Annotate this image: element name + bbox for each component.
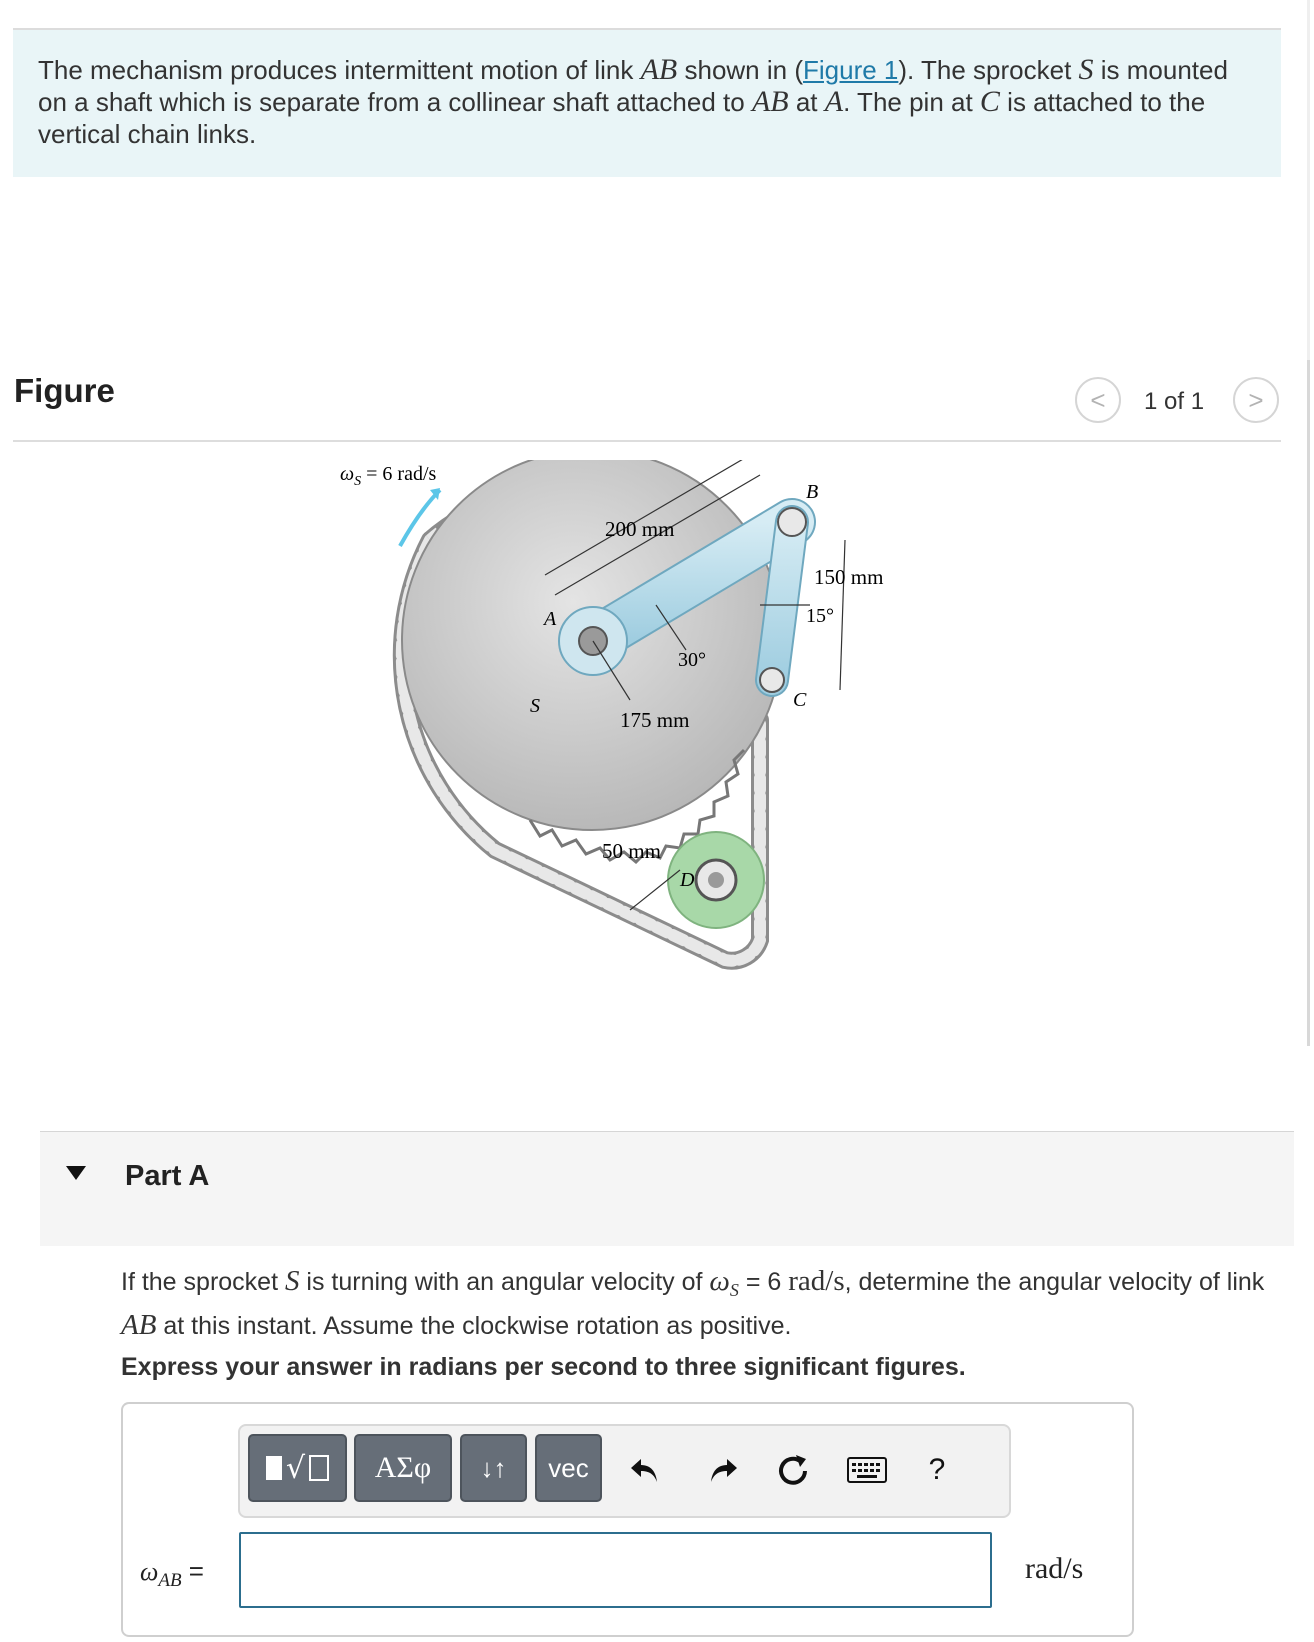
redo-button[interactable] (703, 1450, 743, 1490)
label-s: S (530, 695, 540, 717)
figure-page-count: 1 of 1 (1144, 388, 1205, 415)
figure-link[interactable]: Figure 1 (803, 55, 899, 85)
dim-50: 50 mm (602, 839, 661, 863)
problem-statement: The mechanism produces intermittent motion of link AB shown in (Figure 1). The sprocket S is mounted on a shaft which is separate from a collinear shaft attached to AB at A. The pin at C is attached to the vertical chain links. (13, 30, 1281, 177)
question-text: If the sprocket S is turning with an angular velocity of $\omega_S = 6$ rad/s, determine the angular velocity of link AB at this instant. Assume the clockwise rotation as positive. (121, 1265, 1265, 1341)
part-a-header[interactable] (40, 1132, 1294, 1246)
prev-figure-button[interactable] (1075, 377, 1121, 423)
dim-150: 150 mm (814, 565, 884, 589)
angle-15: 15° (806, 605, 834, 627)
answer-unit: rad/s (1025, 1552, 1084, 1585)
greek-button[interactable]: ΑΣφ (354, 1434, 452, 1502)
label-b: B (806, 481, 819, 503)
label-d: D (680, 869, 695, 891)
angle-30: 30° (678, 649, 706, 671)
answer-instruction: Express your answer in radians per second to three significant figures. (121, 1353, 966, 1381)
redo-icon (707, 1455, 739, 1485)
part-a-title: Part A (125, 1160, 210, 1192)
arrows-button[interactable]: ↓↑ (460, 1434, 527, 1502)
reset-icon (776, 1453, 810, 1487)
next-figure-button[interactable] (1233, 377, 1279, 423)
chevron-left-icon: < (1090, 384, 1106, 415)
label-a: A (544, 608, 557, 630)
templates-icon: √ (266, 1451, 329, 1486)
dim-175: 175 mm (620, 708, 690, 732)
figure-divider (13, 440, 1281, 442)
label-c: C (793, 689, 807, 711)
help-button[interactable]: ? (928, 1453, 946, 1486)
chevron-right-icon: > (1248, 384, 1264, 415)
vec-button[interactable]: vec (535, 1434, 602, 1502)
keyboard-icon (847, 1457, 887, 1483)
answer-input[interactable] (239, 1532, 992, 1608)
undo-icon (629, 1455, 661, 1485)
answer-label: $\omega_{AB}$ = (140, 1556, 204, 1592)
undo-button[interactable] (625, 1450, 665, 1490)
scrollbar-thumb[interactable] (1307, 360, 1310, 1046)
triangle-down-icon[interactable] (66, 1166, 86, 1180)
templates-button[interactable] (248, 1434, 347, 1502)
dim-200: 200 mm (605, 517, 675, 541)
figure-title: Figure (14, 372, 115, 409)
mechanism-figure (340, 460, 960, 1020)
keyboard-button[interactable] (845, 1450, 889, 1490)
reset-button[interactable] (773, 1450, 813, 1490)
omega-s-label: $\omega_S = 6$ rad/s (340, 463, 437, 489)
scrollbar-track (1307, 0, 1310, 360)
